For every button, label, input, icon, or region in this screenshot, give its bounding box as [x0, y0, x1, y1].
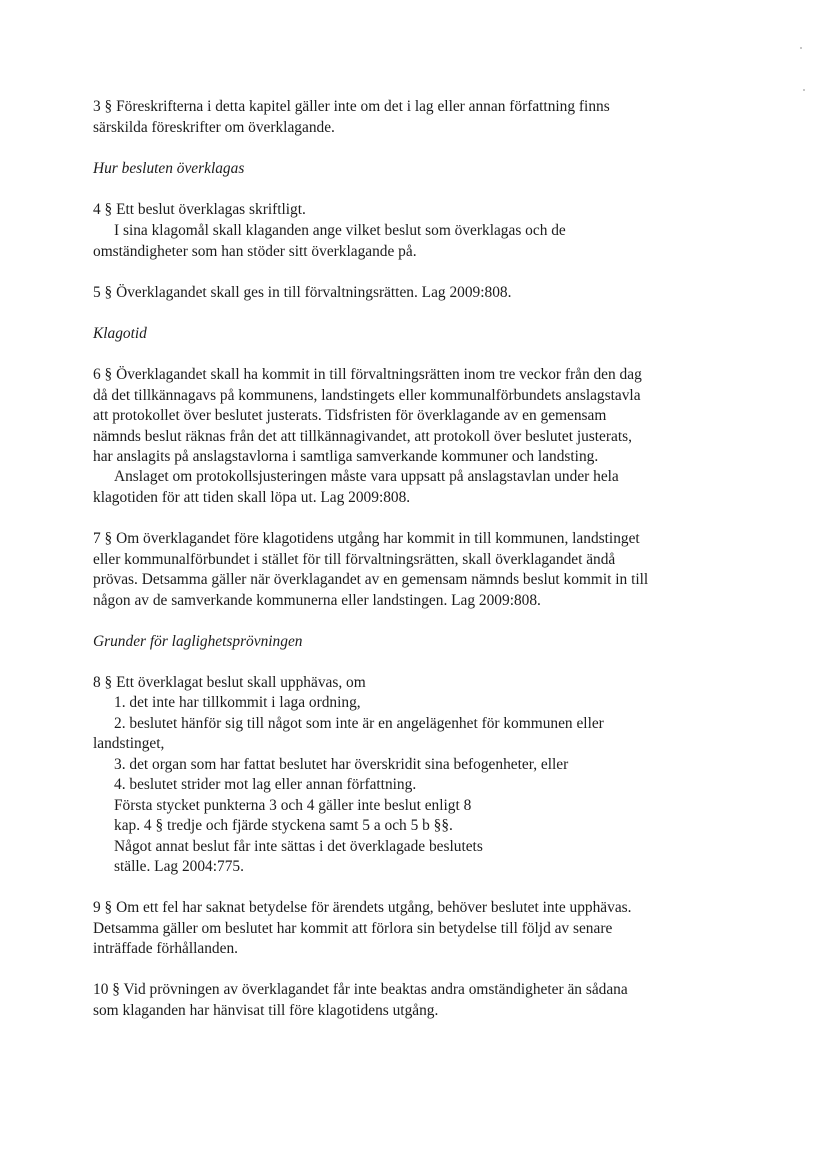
section-4-text: I sina klagomål skall klaganden ange vilket beslut som överklagas och de — [114, 222, 566, 239]
section-8-text: 8 § Ett överklagat beslut skall upphävas, om — [93, 674, 366, 691]
heading-hur-besluten-overklagas: Hur besluten överklagas — [93, 160, 245, 177]
section-8-list-item: 2. beslutet hänför sig till något som inte är en angelägenhet för kommunen eller — [114, 715, 604, 732]
section-6-text: 6 § Överklagandet skall ha kommit in till förvaltningsrätten inom tre veckor från den dag — [93, 366, 642, 383]
section-10-text: 10 § Vid prövningen av överklagandet får inte beaktas andra omständigheter än sådana — [93, 981, 628, 998]
section-7-text: prövas. Detsamma gäller när överklagandet av en gemensam nämnds beslut kommit in till — [93, 571, 649, 588]
section-8-list-item: 1. det inte har tillkommit i laga ordning, — [114, 694, 361, 711]
section-7-text: 7 § Om överklagandet före klagotidens utgång har kommit in till kommunen, landstinget — [93, 530, 640, 547]
section-9-text: inträffade förhållanden. — [93, 940, 239, 957]
section-6-text: då det tillkännagavs på kommunens, landstingets eller kommunalförbundets anslagstavla — [93, 387, 641, 404]
section-8-list-item: 4. beslutet strider mot lag eller annan författning. — [114, 776, 417, 793]
scan-speck — [803, 89, 805, 91]
section-9-text: Detsamma gäller om beslutet har kommit att förlora sin betydelse till följd av senare — [93, 920, 613, 937]
section-4-text: 4 § Ett beslut överklagas skriftligt. — [93, 201, 306, 218]
section-7-text: eller kommunalförbundet i stället för till förvaltningsrätten, skall överklagandet ändå — [93, 551, 616, 568]
section-8-text: Första stycket punkterna 3 och 4 gäller inte beslut enligt 8 — [114, 797, 472, 814]
section-8-text: Något annat beslut får inte sättas i det överklagade beslutets — [114, 838, 483, 855]
section-6-text: att protokollet över beslutet justerats. Tidsfristen för överklagande av en gemensam — [93, 407, 607, 424]
section-4-text: omständigheter som han stöder sitt överklagande på. — [93, 243, 417, 260]
section-3-text: 3 § Föreskrifterna i detta kapitel gäller inte om det i lag eller annan författning finns — [93, 98, 610, 115]
section-7-text: någon av de samverkande kommunerna eller landstingen. Lag 2009:808. — [93, 592, 541, 609]
scan-speck — [800, 47, 802, 49]
heading-klagotid: Klagotid — [93, 325, 147, 342]
section-6-text: Anslaget om protokollsjusteringen måste vara uppsatt på anslagstavlan under hela — [114, 468, 619, 485]
heading-grunder-for-laglighetsprovningen: Grunder för laglighetsprövningen — [93, 633, 303, 650]
section-10-text: som klaganden har hänvisat till före klagotidens utgång. — [93, 1002, 439, 1019]
section-8-list-item: landstinget, — [93, 735, 165, 752]
section-9-text: 9 § Om ett fel har saknat betydelse för ärendets utgång, behöver beslutet inte upphävas. — [93, 899, 632, 916]
section-3-text: särskilda föreskrifter om överklagande. — [93, 119, 335, 136]
section-6-text: klagotiden för att tiden skall löpa ut. Lag 2009:808. — [93, 489, 411, 506]
section-6-text: nämnds beslut räknas från det att tillkännagivandet, att protokoll över beslutet justerats, — [93, 428, 632, 445]
section-6-text: har anslagits på anslagstavlorna i samtliga samverkande kommuner och landsting. — [93, 448, 599, 465]
section-8-list-item: 3. det organ som har fattat beslutet har överskridit sina befogenheter, eller — [114, 756, 569, 773]
section-5-text: 5 § Överklagandet skall ges in till förvaltningsrätten. Lag 2009:808. — [93, 284, 512, 301]
section-8-text: kap. 4 § tredje och fjärde styckena samt 5 a och 5 b §§. — [114, 817, 453, 834]
section-8-text: ställe. Lag 2004:775. — [114, 858, 244, 875]
